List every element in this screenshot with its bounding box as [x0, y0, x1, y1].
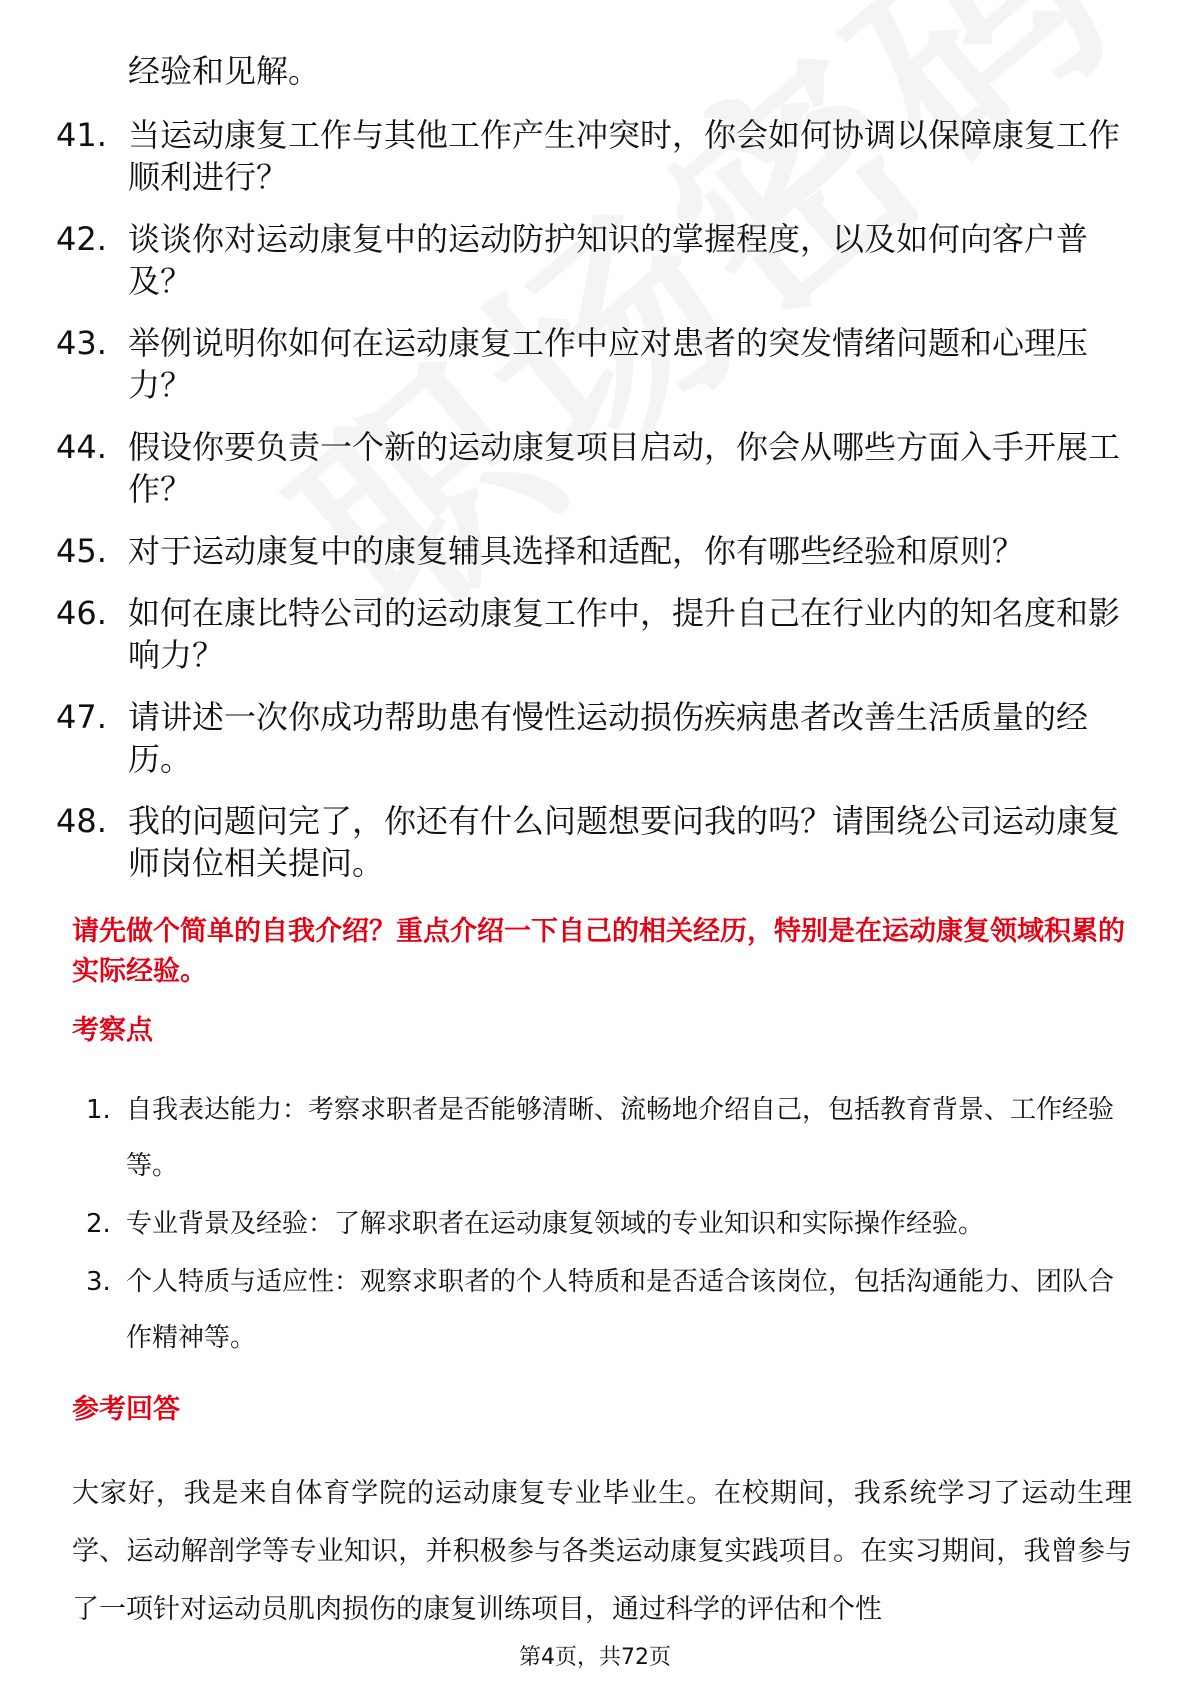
question-number: 42. — [56, 220, 107, 258]
question-text: 举例说明你如何在运动康复工作中应对患者的突发情绪问题和心理压力？ — [128, 324, 1089, 404]
assessment-point — [86, 1254, 1136, 1366]
question-number: 48. — [56, 802, 107, 840]
question-item — [56, 530, 1126, 572]
reference-answer: 大家好，我是来自体育学院的运动康复专业毕业生。在校期间，我系统学习了运动生理学、运动解剖学等专业知识，并积极参与各类运动康复实践项目。在实习期间，我曾参与了一项针对运动员肌肉损伤的康复训练项目，通过科学的评估和个性 — [72, 1478, 1132, 1625]
point-text: 专业背景及经验：了解求职者在运动康复领域的专业知识和实际操作经验。 — [126, 1209, 985, 1239]
assessment-point — [86, 1082, 1136, 1194]
question-item — [56, 592, 1126, 676]
point-number: 2. — [86, 1209, 111, 1239]
question-item — [56, 800, 1126, 884]
question-list — [56, 114, 1126, 904]
featured-question: 请先做个简单的自我介绍？重点介绍一下自己的相关经历，特别是在运动康复领域积累的实际经验。 — [72, 916, 1125, 987]
point-number: 3. — [86, 1267, 111, 1297]
question-item — [56, 114, 1126, 198]
reference-heading: 参考回答 — [72, 1394, 180, 1425]
question-text: 当运动康复工作与其他工作产生冲突时，你会如何协调以保障康复工作顺利进行？ — [128, 116, 1121, 196]
question-number: 41. — [56, 116, 107, 154]
question-number: 44. — [56, 428, 107, 466]
question-number: 43. — [56, 324, 107, 362]
question-text: 对于运动康复中的康复辅具选择和适配，你有哪些经验和原则？ — [128, 532, 1025, 570]
question-text: 请讲述一次你成功帮助患有慢性运动损伤疾病患者改善生活质量的经历。 — [128, 698, 1089, 778]
page-footer: 第4页，共72页 — [519, 1645, 671, 1670]
question-number: 45. — [56, 532, 107, 570]
point-number: 1. — [86, 1095, 111, 1125]
question-number: 47. — [56, 698, 107, 736]
assessment-points — [86, 1082, 1136, 1368]
question-text: 我的问题问完了，你还有什么问题想要问我的吗？请围绕公司运动康复师岗位相关提问。 — [128, 802, 1121, 882]
question-text: 如何在康比特公司的运动康复工作中，提升自己在行业内的知名度和影响力？ — [128, 594, 1121, 674]
question-item — [56, 218, 1126, 302]
question-continuation: 经验和见解。 — [128, 52, 321, 90]
point-text: 个人特质与适应性：观察求职者的个人特质和是否适合该岗位，包括沟通能力、团队合作精神等。 — [126, 1267, 1115, 1353]
question-text: 谈谈你对运动康复中的运动防护知识的掌握程度，以及如何向客户普及？ — [128, 220, 1089, 300]
assessment-heading: 考察点 — [72, 1015, 153, 1046]
point-text: 自我表达能力：考察求职者是否能够清晰、流畅地介绍自己，包括教育背景、工作经验等。 — [126, 1095, 1115, 1181]
question-item — [56, 696, 1126, 780]
question-number: 46. — [56, 594, 107, 632]
question-item — [56, 426, 1126, 510]
question-text: 假设你要负责一个新的运动康复项目启动，你会从哪些方面入手开展工作？ — [128, 428, 1121, 508]
assessment-point — [86, 1196, 1136, 1252]
question-item — [56, 322, 1126, 406]
